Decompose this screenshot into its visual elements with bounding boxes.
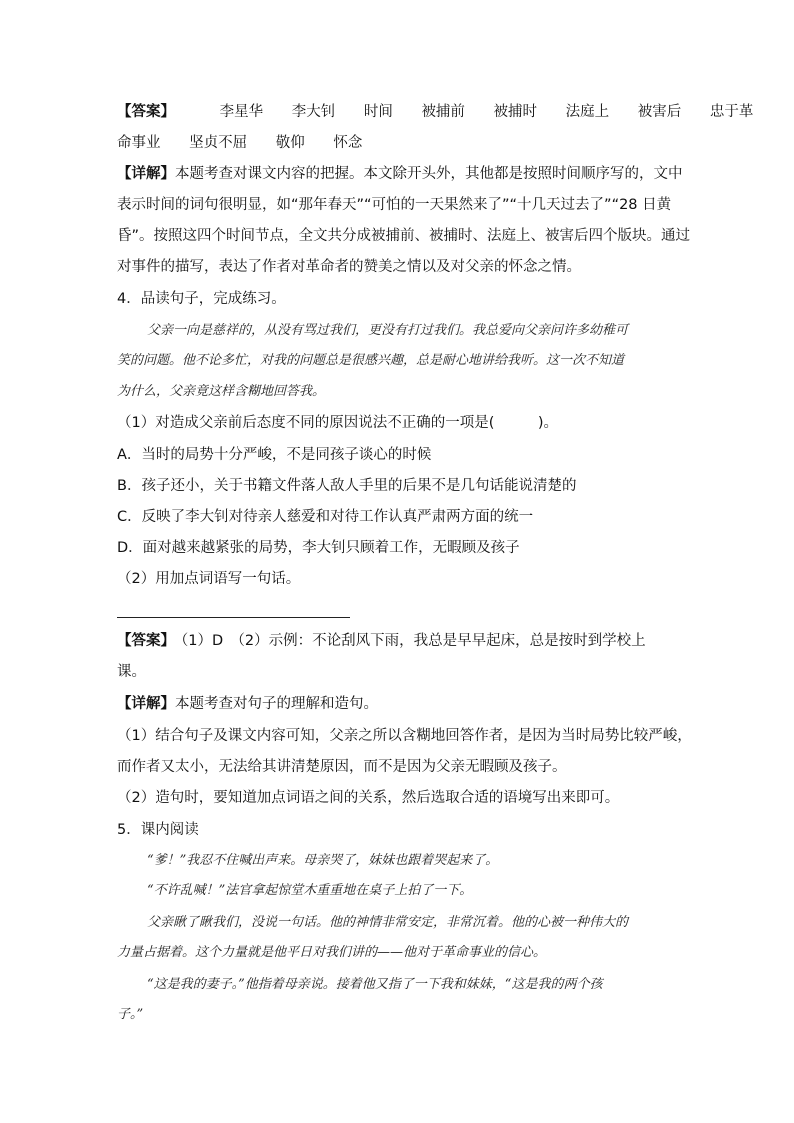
quote-line: 子。”: [117, 1007, 144, 1022]
answer-term: 李星华: [219, 104, 264, 120]
quote-line: 父亲瞅了瞅我们，没说一句话。他的神情非常安定，非常沉着。他的心被一种伟大的: [147, 915, 629, 930]
answer-line-2: [117, 133, 677, 153]
quote-line: “爹！”我忍不住喊出声来。母亲哭了，妹妹也跟着哭起来了。: [147, 853, 499, 868]
answer-term: 李大钊: [291, 104, 336, 120]
answer-term: 被捕时: [493, 104, 538, 120]
answer-text: （1）D （2）示例：不论刮风下雨，我总是早早起床，总是按时到学校上: [181, 633, 646, 649]
sub-question-1: （1）对造成父亲前后态度不同的原因说法不正确的一项是( )。: [117, 415, 559, 431]
detail2-line-4: （2）造句时，要知道加点词语之间的关系，然后选取合适的语境写出来即可。: [117, 790, 620, 806]
quote-line: “这是我的妻子。”他指着母亲说。接着他又指了一下我和妹妹，“这是我的两个孩: [147, 977, 603, 992]
answer-label: 【答案】: [117, 633, 175, 649]
sub-question-2: （2）用加点词语写一句话。: [117, 571, 301, 587]
answer-term: 时间: [363, 104, 393, 120]
answer-term: 法庭上: [565, 104, 610, 120]
answer-term: 坚贞不屈: [189, 135, 248, 151]
answer-term: 被捕前: [421, 104, 465, 120]
answer-label: 【答案】: [117, 104, 175, 120]
detail2-line-3: 而作者又太小，无法给其讲清楚原因，而不是因为父亲无暇顾及孩子。: [117, 759, 567, 775]
answer-term: 命事业: [117, 135, 161, 151]
option-d: D．面对越来越紧张的局势，李大钊只顾着工作，无暇顾及孩子: [117, 540, 520, 556]
option-a: A．当时的局势十分严峻，不是同孩子谈心的时候: [117, 447, 432, 463]
detail-text: 本题考查对句子的理解和造句。: [175, 696, 378, 712]
detail-line-1: [117, 164, 683, 184]
detail-line-4: 对事件的描写，表达了作者对革命者的赞美之情以及对父亲的怀念之情。: [117, 259, 581, 275]
detail-text: 本题考查对课文内容的把握。本文除开头外，其他都是按照时间顺序写的，文中: [175, 166, 683, 182]
detail2-line-2: （1）结合句子及课文内容可知，父亲之所以含糊地回答作者，是因为当时局势比较严峻，: [117, 728, 692, 744]
detail-label: 【详解】: [117, 166, 175, 182]
option-b: B．孩子还小，关于书籍文件落人敌人手里的后果不是几句话能说清楚的: [117, 478, 577, 494]
answer-line-1: [117, 102, 754, 122]
quote-line: 为什么，父亲竟这样含糊地回答我。: [117, 384, 326, 399]
answer-term: 忠于革: [709, 104, 754, 120]
detail-label: 【详解】: [117, 696, 175, 712]
quote-line: “不许乱喊！”法官拿起惊堂木重重地在桌子上拍了一下。: [147, 883, 473, 898]
option-c: C．反映了李大钊对待亲人慈爱和对待工作认真严肃两方面的统一: [117, 509, 534, 525]
answer-blank-line: [117, 617, 350, 618]
detail2-line-1: [117, 694, 677, 714]
quote-line: 父亲一向是慈祥的，从没有骂过我们，更没有打过我们。我总爱向父亲问许多幼稚可: [147, 323, 629, 338]
answer2-line-2: 课。: [117, 664, 146, 680]
answer2-line-1: [117, 631, 677, 651]
detail-line-3: 昏”。按照这四个时间节点，全文共分成被捕前、被捕时、法庭上、被害后四个版块。通过: [117, 228, 691, 244]
question-5-title: 5．课内阅读: [117, 822, 199, 838]
answer-term: 怀念: [333, 135, 363, 151]
answer-term: 被害后: [637, 104, 682, 120]
answer-term: 敬仰: [275, 135, 305, 151]
quote-line: 笑的问题。他不论多忙，对我的问题总是很感兴趣，总是耐心地讲给我听。这一次不知道: [117, 353, 625, 368]
quote-line: 力量占据着。这个力量就是他平日对我们讲的——他对于革命事业的信心。: [117, 945, 547, 960]
question-4-title: 4．品读句子，完成练习。: [117, 291, 286, 307]
detail-line-2: 表示时间的词句很明显，如“那年春天”“可怕的一天果然来了”“十几天过去了”“28 日黄: [117, 197, 672, 213]
